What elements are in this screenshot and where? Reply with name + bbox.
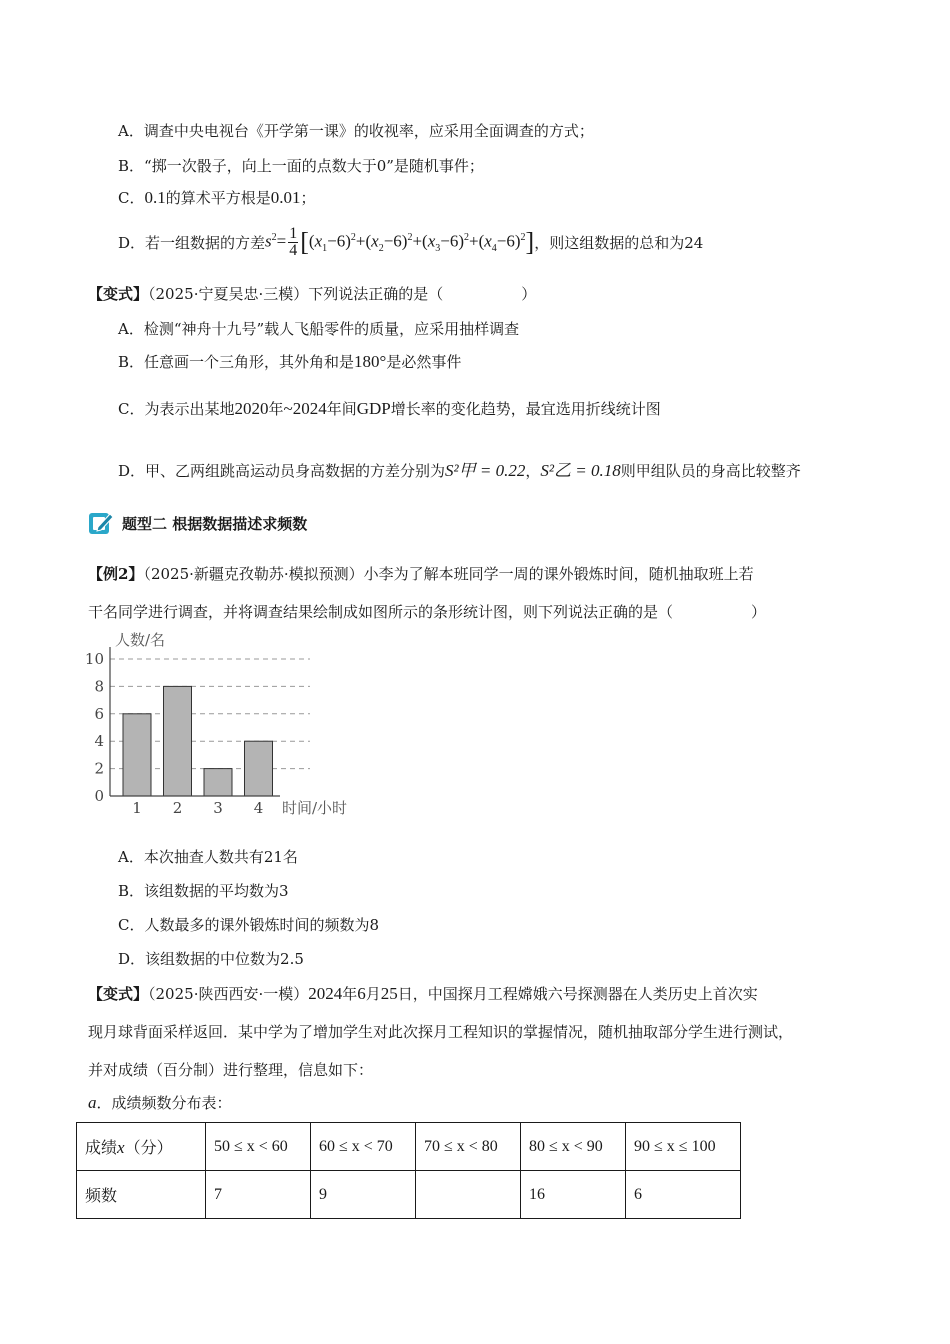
table-cell: 7 [206,1171,311,1219]
table-cell: 6 [626,1171,741,1219]
bar-1 [123,714,151,796]
variant1-option-a: A．检测“神舟十九号”载人飞船零件的质量，应采用抽样调查 [118,320,520,338]
y-tick-label: 6 [94,704,104,723]
q1-option-c: C．0.1的算术平方根是0.01； [118,188,316,207]
y-tick-label: 2 [94,759,104,778]
variant2-part-a: a．成绩频数分布表： [88,1093,232,1112]
table-row [77,1171,741,1219]
table-row [77,1123,741,1171]
variant1-option-d: D．甲、乙两组跳高运动员身高数据的方差分别为S²甲 = 0.22，S²乙 = 0.18则甲组队员的身高比较整齐 [118,461,801,480]
section-title: 题型二 根据数据描述求频数 [122,514,308,533]
section-header [88,510,307,536]
variant2-line3: 并对成绩（百分制）进行整理，信息如下： [88,1061,374,1079]
q1-option-d: D．若一组数据的方差 $s^2=$ $\frac{1}{4}$ $[(x_1-6)^2+(x_2-6)^2+(x_3-6)^2+(x_4-6)^2]$ ，则这组数据的总和为24 [118,224,704,259]
variant1-option-c: C．为表示出某地2020年~2024年间GDP增长率的变化趋势，最宜选用折线统计图 [118,399,661,418]
bar-4 [245,741,273,796]
example2-stem-line2: 干名同学进行调查，并将调查结果绘制成如图所示的条形统计图，则下列说法正确的是（ ） [88,603,767,621]
variant1-stem: 【变式】（2025·宁夏吴忠·三模）下列说法正确的是（ ） [88,285,537,303]
variant2-line1: 【变式】（2025·陕西西安·一模）2024年6月25日，中国探月工程嫦娥六号探测器在人类历史上首次实 [88,984,758,1003]
x-tick-label: 2 [172,799,183,817]
table-cell: 9 [311,1171,416,1219]
x-tick-label: 3 [213,799,223,817]
example2-stem-line1: 【例2】（2025·新疆克孜勒苏·模拟预测）小李为了解本班同学一周的课外锻炼时间，随机抽取班上若 [88,565,754,583]
bar-2 [164,686,192,796]
table-header-cell: 频数 [77,1171,206,1219]
q1-option-a: A．调查中央电视台《开学第一课》的收视率，应采用全面调查的方式； [118,122,594,140]
q1-option-b: B．“掷一次骰子，向上一面的点数大于0”是随机事件； [118,157,484,175]
pen-notebook-icon [88,510,114,536]
example2-option-b: B．该组数据的平均数为3 [118,882,289,900]
frequency-table [76,1122,741,1219]
x-tick-label: 1 [132,799,142,817]
x-tick-label: 4 [253,799,264,817]
example2-option-a: A．本次抽查人数共有21名 [118,848,298,866]
table-cell: 60 ≤ x < 70 [311,1123,416,1171]
y-tick-label: 10 [84,650,104,668]
table-cell: 80 ≤ x < 90 [521,1123,626,1171]
example2-option-c: C．人数最多的课外锻炼时间的频数为8 [118,916,380,934]
variant1-option-b: B．任意画一个三角形，其外角和是180°是必然事件 [118,352,462,371]
table-cell [416,1171,521,1219]
table-header-cell: 成绩x（分） [77,1123,206,1171]
table-cell: 16 [521,1171,626,1219]
y-axis-label: 人数/名 [115,631,166,649]
bar-chart [80,627,380,827]
y-tick-label: 0 [94,787,104,805]
variant2-line2: 现月球背面采样返回．某中学为了增加学生对此次探月工程知识的掌握情况，随机抽取部分学生进行测试， [88,1023,794,1041]
table-cell: 50 ≤ x < 60 [206,1123,311,1171]
variance-formula: $s^2=$ $\frac{1}{4}$ $[(x_1-6)^2+(x_2-6)^2+(x_3-6)^2+(x_4-6)^2]$ [265,224,535,259]
y-tick-label: 8 [94,677,104,696]
bar-3 [204,769,232,796]
table-cell: 90 ≤ x ≤ 100 [626,1123,741,1171]
example2-option-d: D．该组数据的中位数为2.5 [118,950,304,968]
table-cell: 70 ≤ x < 80 [416,1123,521,1171]
y-tick-label: 4 [94,732,104,751]
x-axis-label: 时间/小时 [282,799,348,817]
